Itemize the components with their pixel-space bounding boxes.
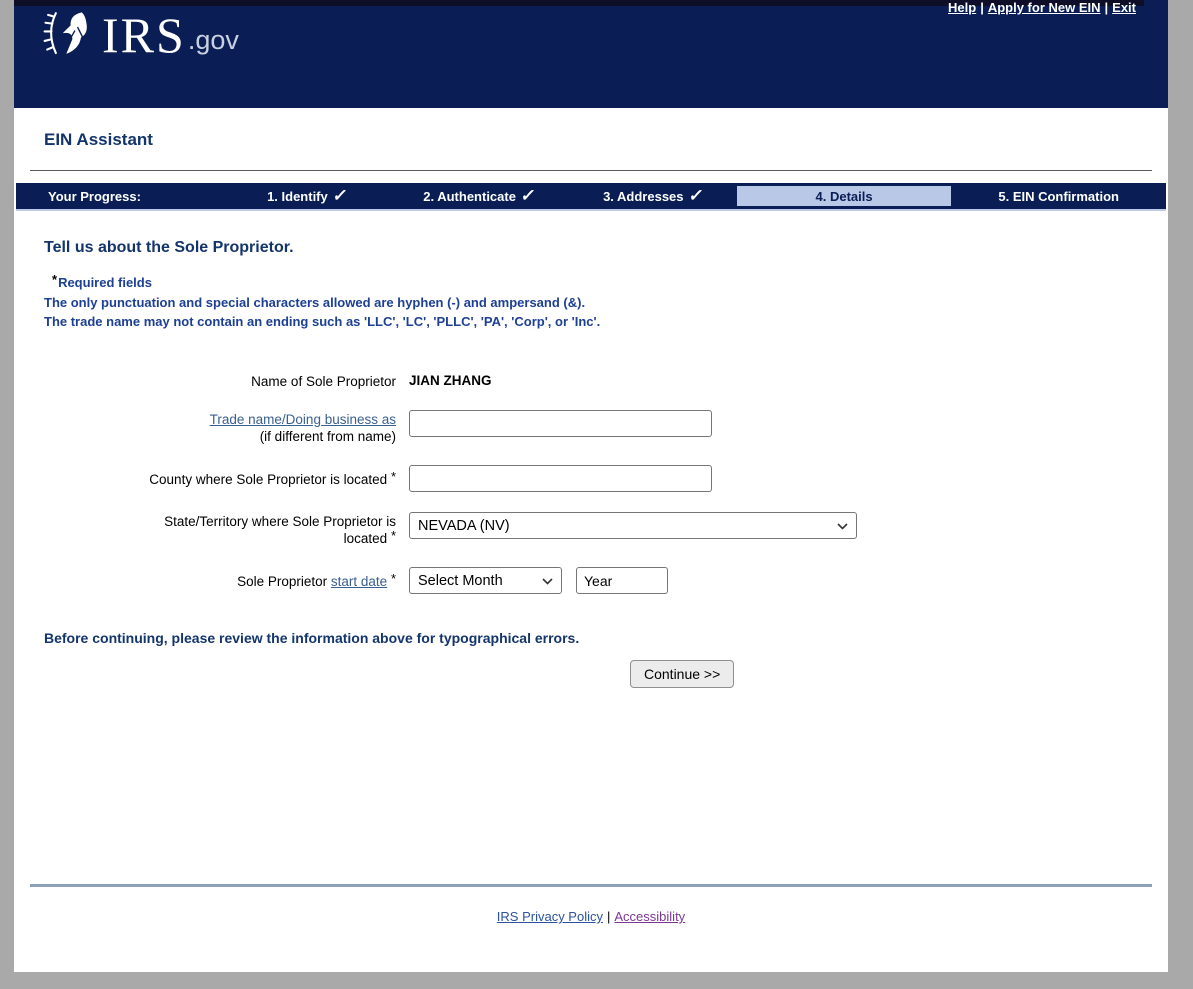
progress-label: Your Progress: [48,188,141,204]
trade-name-sublabel: (if different from name) [259,429,396,444]
logo-irs-text: IRS [102,7,186,63]
trade-name-label [14,410,396,445]
check-icon: ✓ [331,186,349,205]
footer-divider [30,884,1152,887]
irs-logo [42,7,239,63]
sole-proprietor-form [14,367,1168,594]
month-select-value: Select Month [418,572,503,589]
privacy-policy-link[interactable]: IRS Privacy Policy [496,909,603,924]
nav-separator: | [1104,0,1109,15]
help-link[interactable]: Help [948,0,977,15]
nav-separator: | [980,0,984,15]
header-nav [948,0,1136,15]
progress-step-identify: 1. Identify ✓ [267,186,349,205]
county-label: County where Sole Proprietor is located * [149,469,396,487]
county-input[interactable] [409,465,712,492]
trade-name-row [14,410,1168,445]
ein-assistant-page [14,0,1168,972]
county-row [14,465,1168,492]
sole-proprietor-name-value: JIAN ZHANG [409,373,492,388]
required-asterisk: * [52,272,58,287]
continue-button[interactable]: Continue >> [630,660,734,688]
progress-step-addresses: 3. Addresses ✓ [603,186,705,205]
start-date-link[interactable]: start date [330,574,388,589]
footer-links [14,909,1168,924]
irs-eagle-logo-icon [42,8,94,60]
state-label: State/Territory where Sole Proprietor is located * [164,514,396,546]
state-select-value: NEVADA (NV) [418,517,510,534]
name-label: Name of Sole Proprietor [251,374,396,389]
trade-name-link[interactable]: Trade name/Doing business as [209,412,396,427]
chevron-down-icon [837,523,848,530]
site-header [14,0,1168,108]
state-select[interactable] [409,512,857,539]
exit-link[interactable]: Exit [1112,0,1136,15]
accessibility-link[interactable]: Accessibility [614,909,686,924]
review-note: Before continuing, please review the information above for typographical errors. [44,630,580,646]
name-row [14,367,1168,390]
check-icon: ✓ [686,186,705,205]
footer-separator: | [607,909,611,924]
required-asterisk: * [390,469,396,484]
punctuation-note: The only punctuation and special characters allowed are hyphen (-) and ampersand (&). The trade name may not contain an ending such as 'LLC', 'LC', 'PLLC', 'PA', 'Corp', or 'Inc'. [44,295,601,329]
start-date-label: Sole Proprietor start date * [237,571,396,589]
title-divider [30,170,1152,171]
chevron-down-icon [542,578,553,585]
apply-new-ein-link[interactable]: Apply for New EIN [987,0,1101,15]
state-row [14,512,1168,547]
progress-step-ein-confirmation: 5. EIN Confirmation [998,188,1119,204]
progress-step-authenticate: 2. Authenticate ✓ [423,186,537,205]
check-icon: ✓ [519,186,537,205]
year-input[interactable] [576,567,668,594]
trade-name-input[interactable] [409,410,712,437]
month-select[interactable] [409,567,562,594]
page-title: EIN Assistant [44,130,153,149]
logo-gov-text: .gov [187,25,239,55]
button-row [630,660,1168,688]
progress-bar [16,183,1166,211]
required-asterisk: * [390,571,396,586]
section-heading: Tell us about the Sole Proprietor. [44,239,294,256]
start-date-row [14,567,1168,594]
required-fields-note: *Required fields [52,272,152,290]
required-asterisk: * [390,528,396,543]
progress-step-details-active: 4. Details [737,183,952,209]
